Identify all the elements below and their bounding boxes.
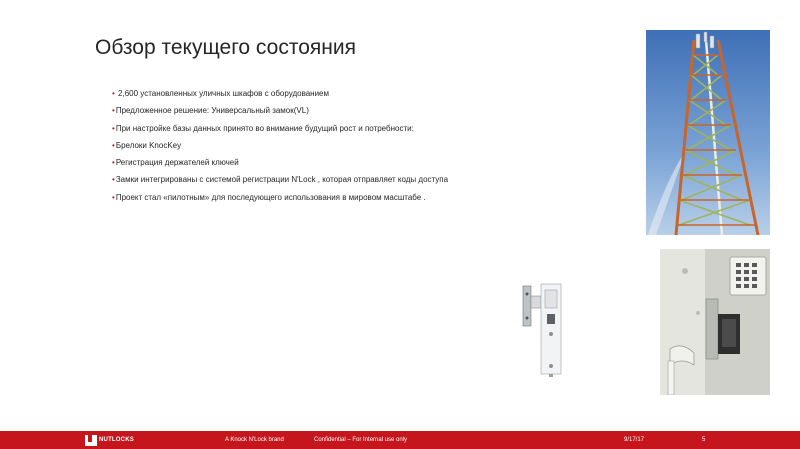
bullet-item (112, 157, 612, 174)
footer-confidential: Confidential – For Internal use only (314, 437, 408, 443)
bullet-text: 2,600 установленных уличных шкафов с оборудованием (118, 89, 330, 98)
bullet-marker: • (112, 192, 115, 202)
company-logo (85, 434, 134, 446)
bullet-marker: • (112, 158, 115, 168)
lock-product-image (519, 278, 569, 378)
bullet-item (112, 88, 612, 105)
footer-brand: A Knock N'Lock brand (225, 437, 284, 443)
bullet-marker: • (112, 106, 115, 116)
bullet-text: При настройке базы данных принято во внимание будущий рост и потребности: (115, 123, 414, 133)
bullet-marker: • (112, 140, 115, 150)
bullet-item (112, 105, 612, 122)
bullet-text: Замки интегрированы с системой регистрации N'Lock , которая отправляет коды доступа (115, 175, 449, 185)
bullet-list (112, 88, 612, 209)
bullet-marker: • (112, 123, 115, 133)
bullet-item (112, 140, 612, 157)
bullet-text: Проект стал «пилотным» для последующего использования в мировом масштабе . (115, 192, 426, 202)
bullet-item (112, 174, 612, 191)
footer-bar (0, 431, 800, 449)
page-number: 5 (702, 437, 706, 443)
bullet-item (112, 123, 612, 140)
bullet-item (112, 192, 612, 209)
logo-icon (85, 435, 97, 446)
bullet-marker: • (112, 89, 115, 98)
bullet-text: Предложенное решение: Универсальный замок(VL) (115, 106, 309, 116)
bullet-text: Брелоки KnocKey (115, 140, 182, 150)
bullet-text: Регистрация держателей ключей (115, 158, 239, 168)
footer-date: 9/17/17 (624, 437, 645, 443)
tower-photo (646, 30, 770, 235)
slide-title: Обзор текущего состояния (95, 36, 356, 59)
cabinet-photo (660, 249, 770, 395)
logo-text: NUTLOCKS (99, 437, 134, 443)
bullet-marker: • (112, 175, 115, 185)
